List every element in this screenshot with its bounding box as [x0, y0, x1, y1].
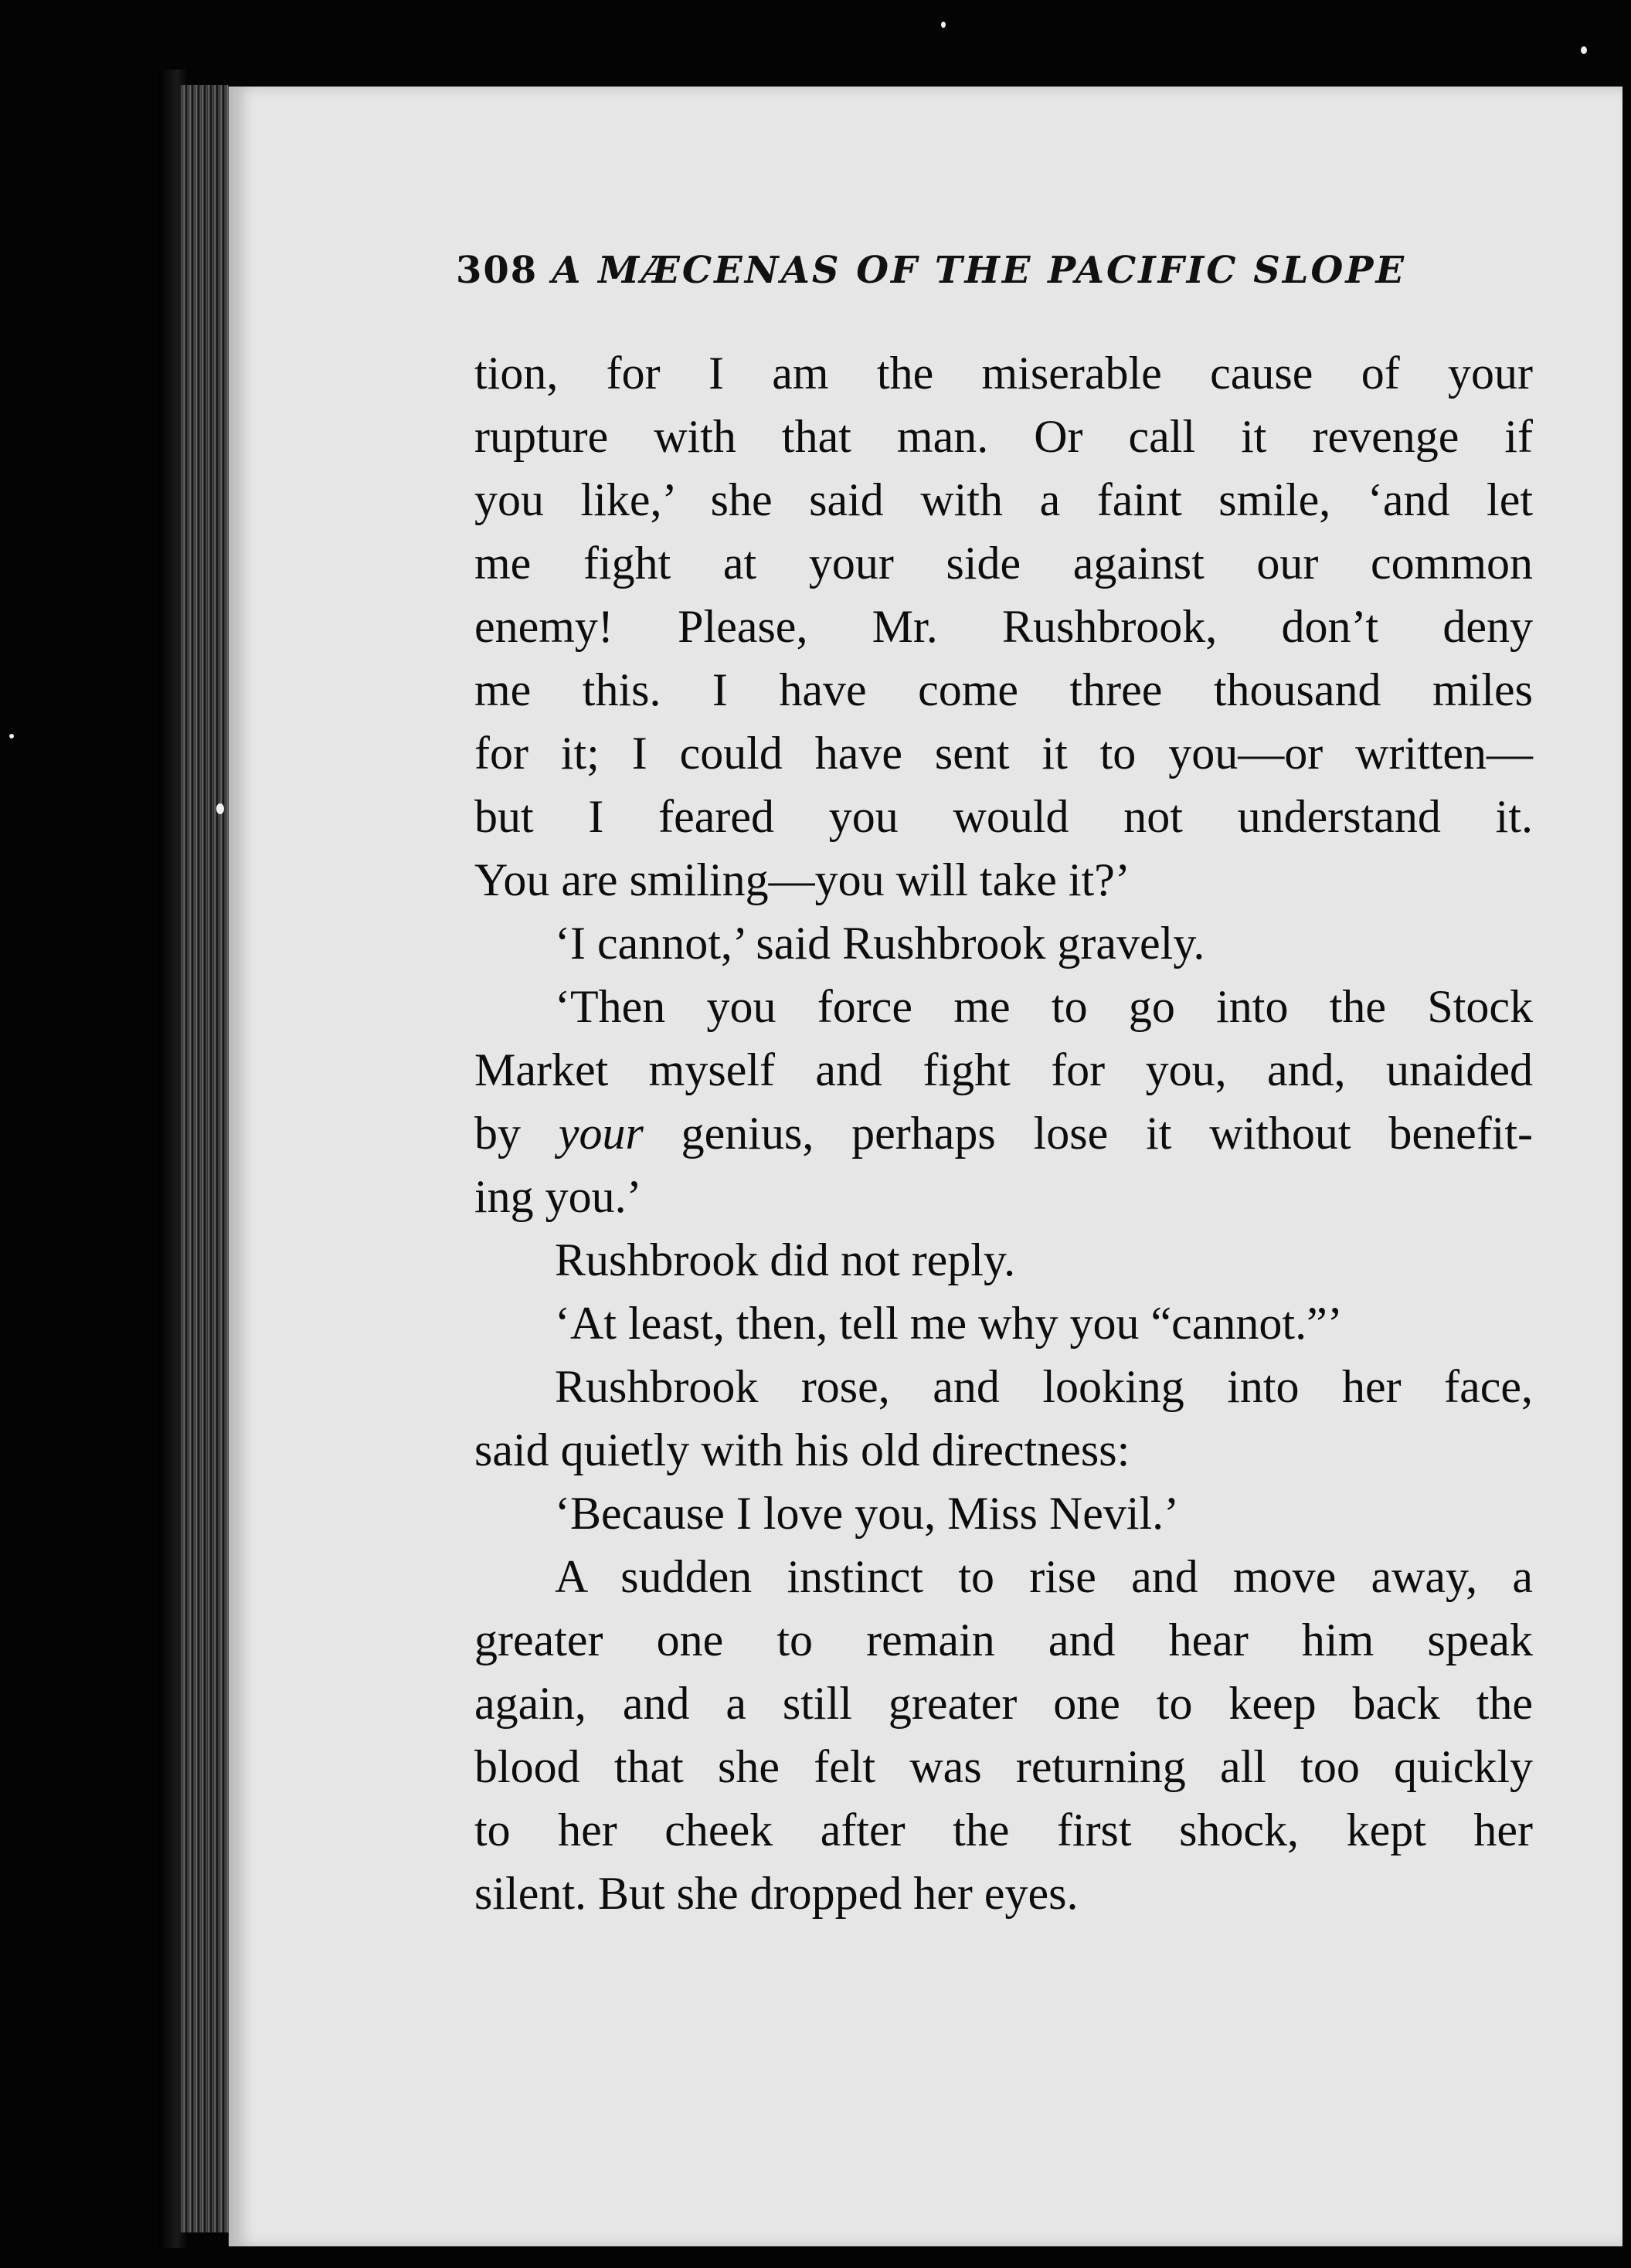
text-segment: ‘Then you force me to go into the Stock [555, 981, 1533, 1032]
text-line [474, 912, 1533, 975]
text-segment: tion, for I am the miserable cause of your [474, 348, 1533, 399]
text-segment: You are smiling—you will take it?’ [474, 854, 1130, 905]
text-line [474, 1482, 1533, 1545]
page-number: 308 [456, 249, 539, 292]
text-line [474, 1418, 1533, 1482]
text-line [474, 531, 1533, 595]
text-segment: you like,’ she said with a faint smile, ‘and let [474, 474, 1533, 525]
text-line [474, 1165, 1533, 1228]
text-line [474, 1545, 1533, 1608]
text-segment: Market myself and fight for you, and, unaided [474, 1044, 1533, 1095]
dust-speck [941, 22, 946, 28]
text-line [474, 595, 1533, 658]
text-line [474, 405, 1533, 468]
text-segment: ing you.’ [474, 1171, 642, 1222]
text-line [474, 975, 1533, 1038]
text-line [474, 341, 1533, 405]
text-segment: silent. But she dropped her eyes. [474, 1868, 1079, 1919]
text-segment: for it; I could have sent it to you—or written— [474, 728, 1533, 779]
text-line [474, 658, 1533, 721]
text-segment: enemy! Please, Mr. Rushbrook, don’t deny [474, 601, 1533, 652]
text-segment: ‘I cannot,’ said Rushbrook gravely. [555, 918, 1205, 969]
text-line [474, 1862, 1533, 1925]
text-line [474, 1228, 1533, 1292]
body-text [474, 341, 1533, 1925]
text-segment: A sudden instinct to rise and move away, a [555, 1551, 1533, 1602]
text-line [474, 785, 1533, 848]
running-head [456, 249, 1615, 303]
dust-speck [1581, 46, 1587, 54]
text-segment: rupture with that man. Or call it revenge if [474, 411, 1533, 462]
text-segment: ‘Because I love you, Miss Nevil.’ [555, 1488, 1180, 1539]
text-line [474, 721, 1533, 785]
text-segment: Rushbrook did not reply. [555, 1234, 1016, 1285]
text-line [474, 1292, 1533, 1355]
text-segment: blood that she felt was returning all too quickly [474, 1741, 1533, 1792]
text-line [474, 1355, 1533, 1418]
text-line [474, 1735, 1533, 1798]
text-segment: Rushbrook rose, and looking into her face, [555, 1361, 1533, 1412]
page-sheet [229, 87, 1623, 2246]
dust-speck [9, 734, 14, 738]
text-segment: again, and a still greater one to keep back the [474, 1678, 1533, 1729]
text-line [474, 1102, 1533, 1165]
text-segment: by [474, 1108, 559, 1159]
text-segment: me this. I have come three thousand miles [474, 664, 1533, 715]
text-line [474, 1608, 1533, 1672]
text-segment: said quietly with his old directness: [474, 1424, 1130, 1475]
text-segment: greater one to remain and hear him speak [474, 1614, 1533, 1665]
text-line [474, 848, 1533, 912]
emphasized-word: your [558, 1108, 644, 1159]
book-page-edges [179, 85, 229, 2232]
text-segment: me fight at your side against our common [474, 538, 1533, 589]
text-line [474, 1038, 1533, 1102]
text-line [474, 468, 1533, 531]
text-line [474, 1672, 1533, 1735]
text-segment: ‘At least, then, tell me why you “cannot.”’ [555, 1298, 1343, 1349]
text-segment: genius, perhaps lose it without benefit- [643, 1108, 1533, 1159]
text-segment: but I feared you would not understand it. [474, 791, 1533, 842]
dust-speck [216, 803, 224, 814]
text-segment: to her cheek after the first shock, kept her [474, 1805, 1533, 1855]
text-line [474, 1798, 1533, 1862]
book-title: A MÆCENAS OF THE PACIFIC SLOPE [552, 249, 1407, 292]
